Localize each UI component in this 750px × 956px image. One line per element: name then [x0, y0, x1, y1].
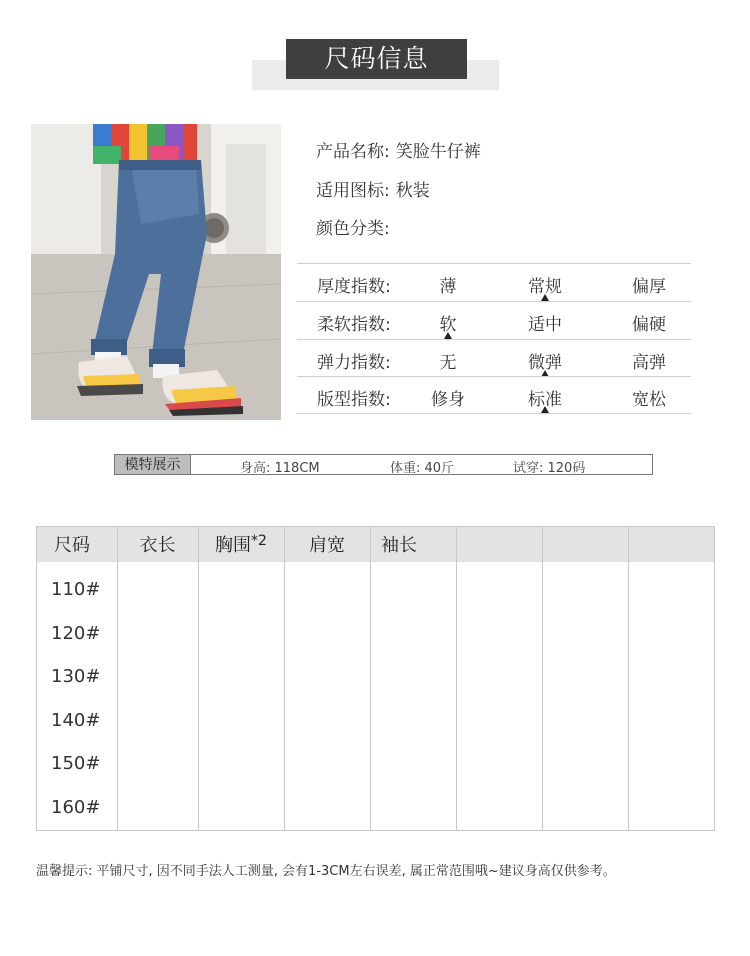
elasticity-index-row	[297, 339, 691, 377]
index-option: 高弹	[632, 353, 666, 373]
product-name-row	[316, 137, 481, 162]
season-label: 适用图标:	[316, 181, 390, 201]
page-title: 尺码信息	[286, 39, 467, 79]
size-cell: 150#	[51, 753, 101, 774]
model-info-box	[190, 454, 653, 475]
index-option: 微弹	[528, 353, 562, 373]
color-label: 颜色分类:	[316, 219, 390, 239]
header-length: 衣长	[139, 535, 176, 556]
size-cell: 140#	[51, 710, 101, 731]
index-option: 标准	[528, 390, 562, 410]
softness-index-row	[297, 301, 691, 339]
index-label: 版型指数:	[317, 390, 391, 410]
index-option: 薄	[439, 277, 457, 297]
header-chest-label: 胸围	[215, 535, 252, 556]
size-cell: 110#	[51, 579, 101, 600]
model-label: 模特展示	[114, 454, 191, 475]
size-table	[36, 526, 715, 831]
index-option: 宽松	[632, 390, 666, 410]
season-value: 秋装	[395, 181, 430, 201]
index-label: 厚度指数:	[317, 277, 391, 297]
size-cell: 120#	[51, 623, 101, 644]
model-height: 身高: 118CM	[240, 461, 320, 476]
index-option: 常规	[528, 277, 562, 297]
product-photo	[31, 124, 281, 420]
header-shoulder: 肩宽	[309, 535, 345, 556]
index-option: 软	[439, 315, 457, 335]
header-chest-suffix: *2	[251, 533, 267, 549]
index-option: 修身	[431, 390, 465, 410]
header-chest	[198, 527, 284, 562]
column-divider	[284, 527, 285, 830]
size-tip: 温馨提示: 平铺尺寸, 因不同手法人工测量, 会有1-3CM左右误差, 属正常范围哦~建议身高仅供参考。	[36, 864, 616, 879]
column-divider	[628, 527, 629, 830]
color-row	[316, 214, 396, 239]
header-size: 尺码	[54, 535, 90, 556]
selected-marker-icon	[541, 406, 549, 413]
size-cell: 160#	[51, 797, 101, 818]
index-label: 柔软指数:	[317, 315, 391, 335]
header-sleeve: 袖长	[381, 535, 417, 556]
season-row	[316, 176, 430, 201]
column-divider	[456, 527, 457, 830]
selected-marker-icon	[444, 332, 452, 339]
column-divider	[198, 527, 199, 830]
size-cell: 130#	[51, 666, 101, 687]
thickness-index-row	[297, 263, 691, 301]
product-name-label: 产品名称:	[316, 142, 390, 162]
selected-marker-icon	[541, 294, 549, 301]
model-weight: 体重: 40斤	[390, 461, 455, 476]
model-try-on: 试穿: 120码	[513, 461, 586, 476]
column-divider	[542, 527, 543, 830]
index-option: 偏硬	[632, 315, 666, 335]
column-divider	[117, 527, 118, 830]
index-option: 适中	[528, 315, 562, 335]
product-name-value: 笑脸牛仔裤	[395, 142, 481, 162]
column-divider	[370, 527, 371, 830]
index-label: 弹力指数:	[317, 353, 391, 373]
fit-index-row	[297, 376, 691, 414]
index-option: 无	[439, 353, 457, 373]
index-option: 偏厚	[632, 277, 666, 297]
